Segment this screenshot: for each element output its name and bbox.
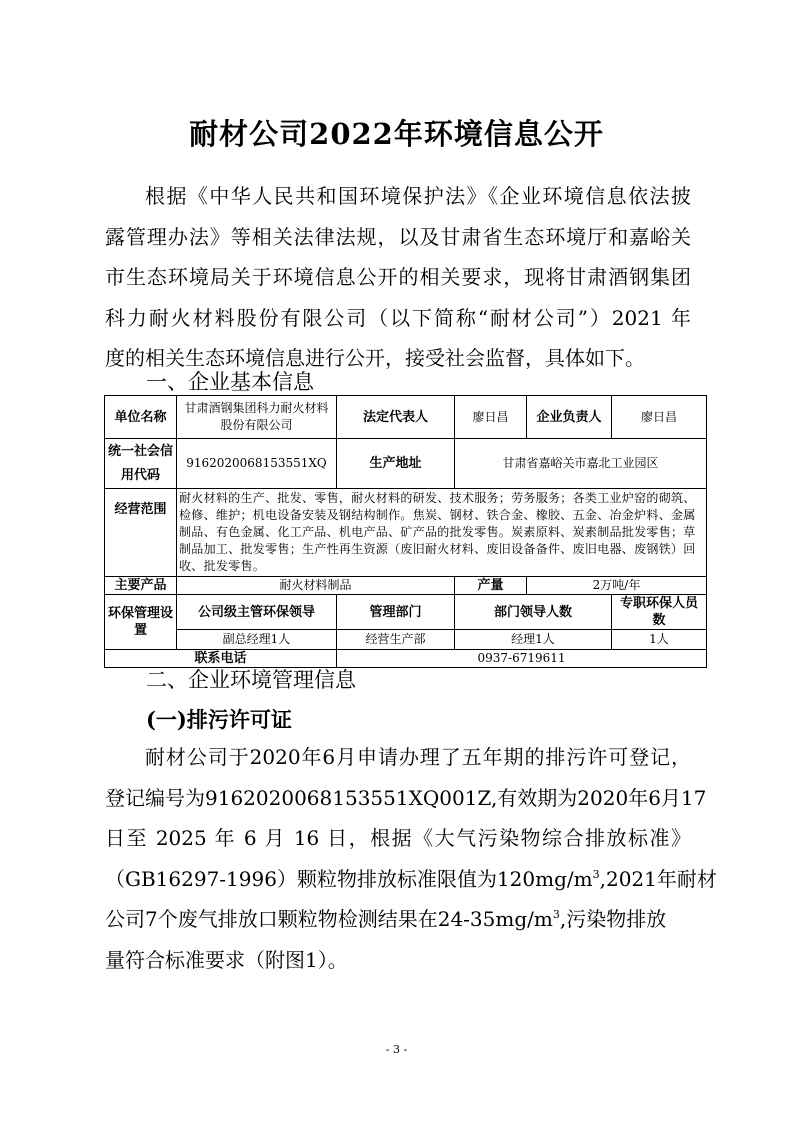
address-label: 生产地址 <box>337 439 455 489</box>
staff-value: 1人 <box>612 630 707 650</box>
output-value: 2万吨/年 <box>527 577 707 595</box>
section-heading: 一、企业基本信息 <box>146 370 314 394</box>
credit-code-value: 9162020068153551XQ <box>177 439 337 489</box>
scope-label: 经营范围 <box>105 489 177 577</box>
permit-text: ,污染物排放 <box>559 907 667 931</box>
intro-line: 市生态环境局关于环境信息公开的相关要求，现将甘肃酒钢集团 <box>105 265 691 289</box>
legal-rep-value: 廖日昌 <box>455 396 527 439</box>
permit-line: 耐材公司于2020年6月申请办理了五年期的排污许可登记， <box>145 745 691 769</box>
col-dept-header: 管理部门 <box>337 595 455 630</box>
section-heading: 二、企业环境管理信息 <box>146 668 356 692</box>
permit-line: 量符合标准要求（附图1）。 <box>105 947 348 972</box>
unit-superscript: 3 <box>552 908 560 921</box>
product-label: 主要产品 <box>105 577 177 595</box>
dept-value: 经营生产部 <box>337 630 455 650</box>
address-value: 甘肃省嘉峪关市嘉北工业园区 <box>455 439 707 489</box>
phone-label: 联系电话 <box>105 650 337 668</box>
permit-line: 日至 2025 年 6 月 16 日，根据《大气污染物综合排放标准》 <box>105 826 691 850</box>
intro-paragraph <box>105 176 691 379</box>
col-leader-header: 公司级主管环保领导 <box>177 595 337 630</box>
intro-line: 根据《中华人民共和国环境保护法》《企业环境信息依法披 <box>145 184 691 208</box>
permit-line: 登记编号为9162020068153551XQ001Z,有效期为2020年6月17 <box>105 785 707 810</box>
permit-line <box>105 899 691 940</box>
unit-superscript: 3 <box>592 867 600 881</box>
unit-name-value: 甘肃酒钢集团科力耐火材料股份有限公司 <box>177 396 337 439</box>
env-mgmt-label: 环保管理设置 <box>105 595 177 650</box>
permit-text: （GB16297-1996）颗粒物排放标准限值为120mg/m <box>105 866 593 891</box>
page-title: 耐材公司2022年环境信息公开 <box>189 117 604 151</box>
permit-text: ,2021年耐材 <box>599 866 717 891</box>
phone-value: 0937-6719611 <box>337 650 707 668</box>
leader-value: 副总经理1人 <box>177 630 337 650</box>
company-head-label: 企业负责人 <box>527 396 612 439</box>
permit-paragraph <box>105 737 717 980</box>
basic-info-table <box>104 395 707 668</box>
unit-name-label: 单位名称 <box>105 396 177 439</box>
dept-leaders-value: 经理1人 <box>455 630 612 650</box>
intro-line: 露管理办法》等相关法律法规，以及甘肃省生态环境厅和嘉峪关 <box>105 224 691 249</box>
product-value: 耐火材料制品 <box>177 577 455 595</box>
legal-rep-label: 法定代表人 <box>337 396 455 439</box>
permit-line <box>105 859 717 900</box>
credit-code-label: 统一社会信用代码 <box>105 439 177 489</box>
col-dept-leaders-header: 部门领导人数 <box>455 595 612 630</box>
col-staff-header: 专职环保人员数 <box>612 595 707 630</box>
scope-value: 耐火材料的生产、批发、零售，耐火材料的研发、技术服务；劳务服务；各类工业炉窑的砌筑、检修、维护；机电设备安装及钢结构制作。焦炭、钢材、铁合金、橡胶、五金、冶金炉料、金属制品、有色金属、化工产品、机电产品、矿产品的批发零售。炭素原料、炭素制品批发零售；草制品加工、批发零售；生产性再生资源（废旧耐火材料、废旧设备备件、废旧电器、废钢铁）回收、批发零售。 <box>177 489 707 577</box>
intro-line: 度的相关生态环境信息进行公开，接受社会监督，具体如下。 <box>105 346 645 370</box>
output-label: 产量 <box>455 577 527 595</box>
page-number: - 3 - <box>385 1043 408 1056</box>
intro-line: 科力耐火材料股份有限公司（以下简称“耐材公司”）2021 年 <box>105 305 691 330</box>
subsection-heading: (一)排污许可证 <box>146 707 292 732</box>
company-head-value: 廖日昌 <box>612 396 707 439</box>
permit-text: 公司7个废气排放口颗粒物检测结果在24-35mg/m <box>105 907 553 931</box>
